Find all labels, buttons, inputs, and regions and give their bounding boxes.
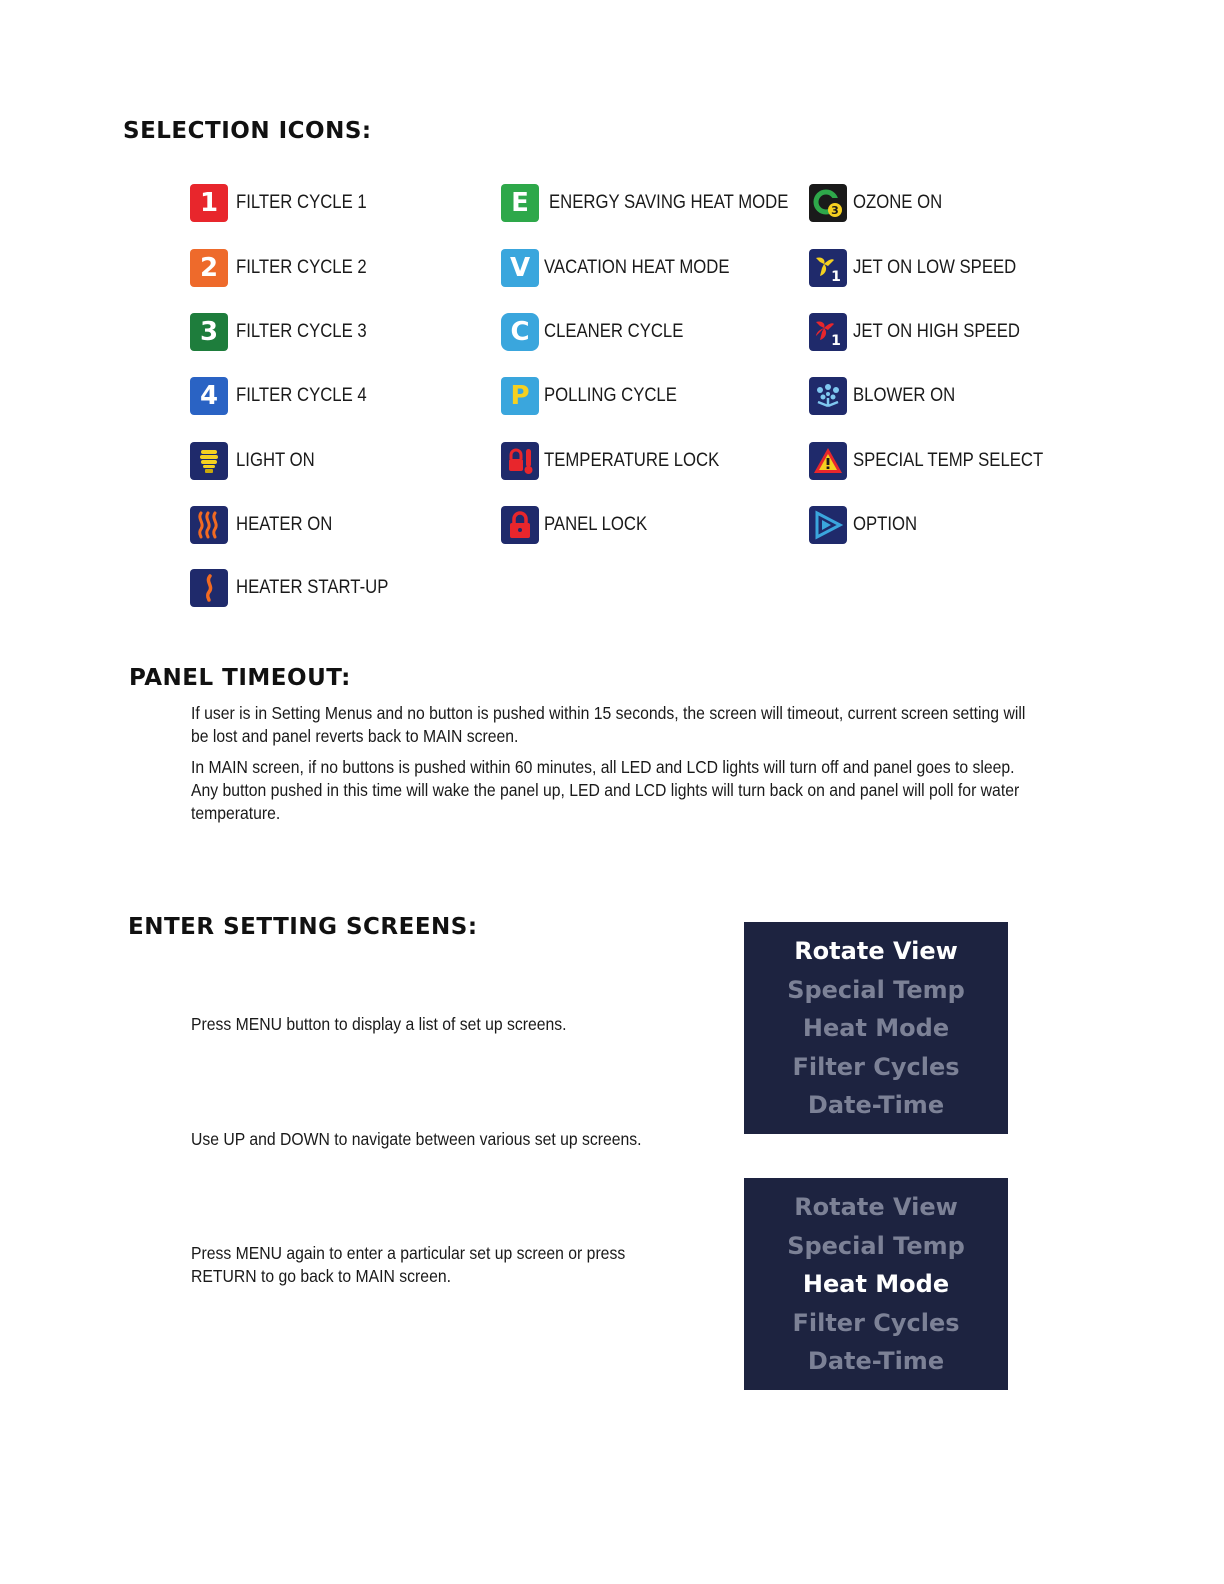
- heater-icon: [190, 506, 228, 544]
- icon-label: SPECIAL TEMP SELECT: [853, 450, 1044, 471]
- panel-timeout-paragraph-2: In MAIN screen, if no buttons is pushed within 60 minutes, all LED and LCD lights will turn off and panel goes to sleep. Any button pushed in this time will wake the panel up, LED and LCD lights will turn back on and panel will poll for water temperature.: [191, 757, 1020, 823]
- icon-entry-special-temp: [809, 441, 1069, 481]
- icon-label: JET ON LOW SPEED: [853, 257, 1017, 278]
- icon-label: CLEANER CYCLE: [544, 321, 684, 342]
- heater-startup-icon: [190, 569, 228, 607]
- icon-entry-polling-cycle: [501, 376, 695, 416]
- icon-label: FILTER CYCLE 1: [236, 192, 367, 213]
- icon-label: BLOWER ON: [853, 385, 956, 406]
- step-2-text: Use UP and DOWN to navigate between various set up screens.: [191, 1129, 642, 1149]
- icon-entry-ozone-on: [809, 183, 954, 223]
- icon-label: FILTER CYCLE 2: [236, 257, 367, 278]
- letter-v-icon: V: [501, 249, 539, 287]
- step-3-text: Press MENU again to enter a particular set up screen or press RETURN to go back to MAIN screen.: [191, 1243, 626, 1286]
- jet-low-icon: [809, 249, 847, 287]
- blower-icon: [809, 377, 847, 415]
- icon-entry-panel-lock: [501, 505, 661, 545]
- number-3-icon: 3: [190, 313, 228, 351]
- icon-label: OPTION: [853, 514, 918, 535]
- menu-item-heat-mode: Heat Mode: [802, 1014, 950, 1042]
- menu-item-date-time: Date-Time: [807, 1347, 945, 1375]
- icon-label: VACATION HEAT MODE: [544, 257, 730, 278]
- icon-entry-option: [809, 505, 926, 545]
- step-1-text: Press MENU button to display a list of set up screens.: [191, 1014, 567, 1034]
- menu-item-filter-cycles: Filter Cycles: [792, 1052, 960, 1081]
- svg-text:1: 1: [831, 333, 841, 348]
- icon-label: HEATER ON: [236, 514, 333, 535]
- icon-entry-jet-low: [809, 248, 1038, 288]
- menu-item-rotate-view: Rotate View: [794, 937, 958, 965]
- icon-entry-filter-cycle-3: [190, 312, 385, 352]
- menu-item-filter-cycles: Filter Cycles: [792, 1308, 960, 1337]
- letter-c-icon: C: [501, 313, 539, 351]
- letter-e-icon: E: [501, 184, 539, 222]
- icon-entry-blower-on: [809, 376, 969, 416]
- number-4-icon: 4: [190, 377, 228, 415]
- warning-triangle-icon: [809, 442, 847, 480]
- icon-label: HEATER START-UP: [236, 577, 389, 598]
- temperature-lock-icon: [501, 442, 539, 480]
- option-arrow-icon: [809, 506, 847, 544]
- letter-p-icon: P: [501, 377, 539, 415]
- menu-item-special-temp: Special Temp: [787, 1231, 965, 1260]
- icon-label: FILTER CYCLE 3: [236, 321, 367, 342]
- light-bulb-icon: [190, 442, 228, 480]
- icon-entry-temperature-lock: [501, 441, 743, 481]
- icon-entry-energy-saving: [501, 183, 821, 223]
- icon-entry-filter-cycle-4: [190, 376, 385, 416]
- panel-timeout-title: PANEL TIMEOUT:: [129, 665, 351, 691]
- number-2-icon: 2: [190, 249, 228, 287]
- icon-label: FILTER CYCLE 4: [236, 385, 367, 406]
- icon-entry-filter-cycle-1: [190, 183, 385, 223]
- svg-text:3: 3: [831, 204, 839, 217]
- number-1-icon: 1: [190, 184, 228, 222]
- icon-label: PANEL LOCK: [544, 514, 648, 535]
- icon-label: ENERGY SAVING HEAT MODE: [549, 192, 789, 213]
- jet-high-icon: [809, 313, 847, 351]
- icon-entry-heater-on: [190, 505, 345, 545]
- icon-entry-jet-high: [809, 312, 1043, 352]
- icon-entry-heater-start-up: [190, 568, 409, 608]
- menu-item-date-time: Date-Time: [807, 1091, 945, 1119]
- selection-icons-title: SELECTION ICONS:: [123, 118, 372, 144]
- icon-entry-light-on: [190, 441, 325, 481]
- icon-entry-filter-cycle-2: [190, 248, 385, 288]
- icon-label: LIGHT ON: [236, 450, 315, 471]
- menu-item-special-temp: Special Temp: [787, 975, 965, 1004]
- ozone-icon: [809, 184, 847, 222]
- panel-timeout-paragraph-1: If user is in Setting Menus and no button is pushed within 15 seconds, the screen will timeout, current screen setting will be lost and panel reverts back to MAIN screen.: [191, 703, 1026, 746]
- menu-item-heat-mode: Heat Mode: [802, 1270, 950, 1298]
- icon-entry-vacation-heat: [501, 248, 755, 288]
- svg-text:1: 1: [831, 269, 841, 284]
- icon-entry-cleaner-cycle: [501, 312, 702, 352]
- enter-setting-screens-title: ENTER SETTING SCREENS:: [128, 914, 478, 940]
- icon-label: OZONE ON: [853, 192, 943, 213]
- menu-item-rotate-view: Rotate View: [794, 1193, 958, 1221]
- padlock-icon: [501, 506, 539, 544]
- icon-label: POLLING CYCLE: [544, 385, 677, 406]
- icon-label: TEMPERATURE LOCK: [544, 450, 720, 471]
- icon-label: JET ON HIGH SPEED: [853, 321, 1020, 342]
- menu-screen-1: [744, 922, 1008, 1134]
- menu-screen-2: [744, 1178, 1008, 1390]
